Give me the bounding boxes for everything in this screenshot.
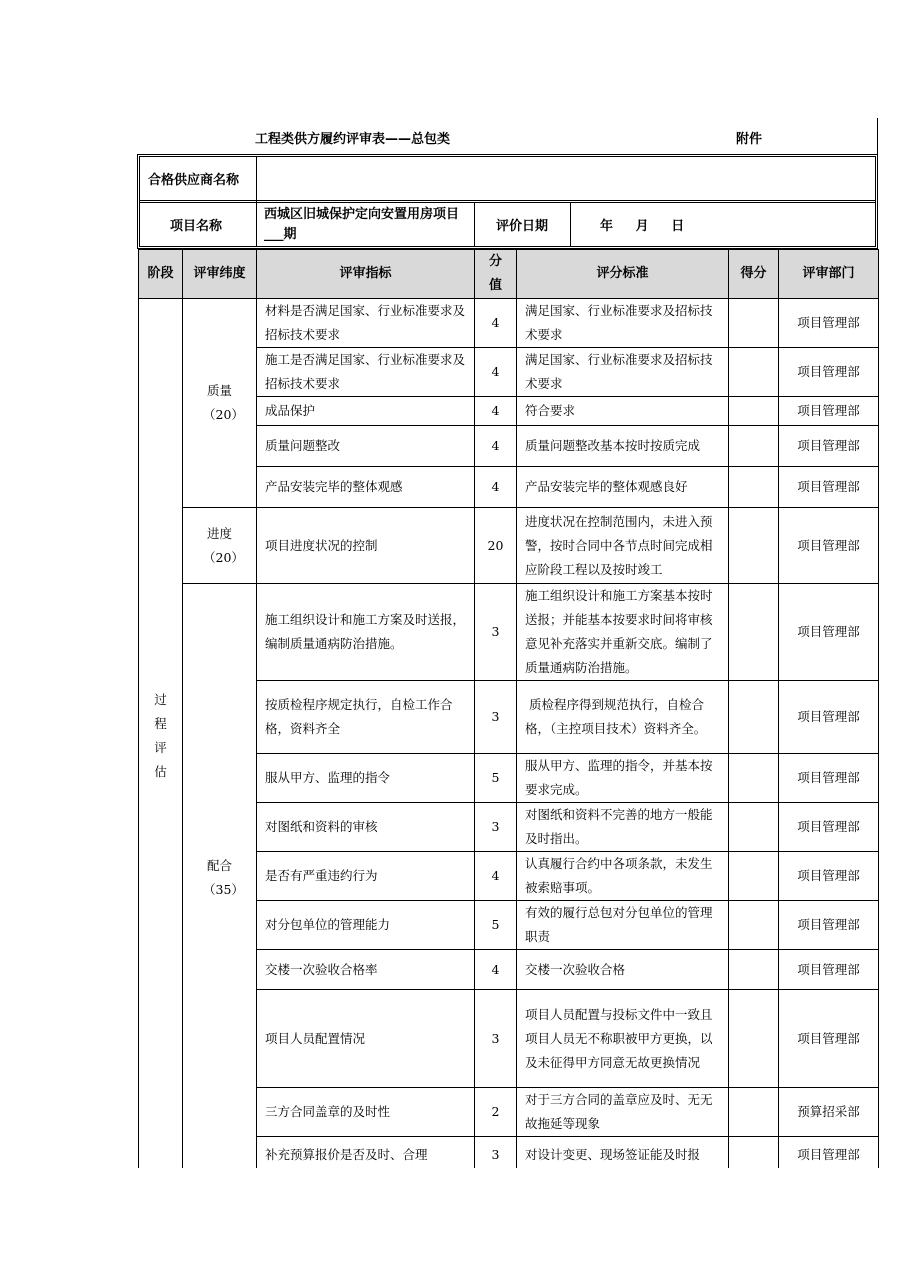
obtained-cell[interactable]	[729, 990, 779, 1088]
standard-cell: 服从甲方、监理的指令，并基本按要求完成。	[517, 754, 729, 803]
score-cell: 3	[475, 681, 517, 754]
standard-cell: 对图纸和资料不完善的地方一般能及时指出。	[517, 803, 729, 852]
evaluation-table	[138, 249, 879, 1173]
score-cell: 4	[475, 397, 517, 426]
score-cell: 3	[475, 1137, 517, 1173]
department-cell: 项目管理部	[779, 348, 879, 397]
table-row	[139, 584, 879, 681]
obtained-cell[interactable]	[729, 508, 779, 584]
standard-cell: 产品安装完毕的整体观感良好	[517, 467, 729, 508]
standard-cell: 对设计变更、现场签证能及时报	[517, 1137, 729, 1173]
indicator-cell: 成品保护	[257, 397, 475, 426]
obtained-cell[interactable]	[729, 950, 779, 990]
indicator-cell: 项目进度状况的控制	[257, 508, 475, 584]
obtained-cell[interactable]	[729, 397, 779, 426]
table-header-row	[139, 250, 879, 299]
indicator-cell: 服从甲方、监理的指令	[257, 754, 475, 803]
department-cell: 项目管理部	[779, 467, 879, 508]
department-cell: 项目管理部	[779, 990, 879, 1088]
department-cell: 项目管理部	[779, 803, 879, 852]
obtained-cell[interactable]	[729, 348, 779, 397]
stage-label: 过程评估	[154, 691, 167, 779]
document-title: 工程类供方履约评审表——总包类	[255, 132, 451, 147]
standard-cell: 符合要求	[517, 397, 729, 426]
obtained-cell[interactable]	[729, 803, 779, 852]
standard-cell: 项目人员配置与投标文件中一致且项目人员无不称职被甲方更换，以及未征得甲方同意无故更换情况	[517, 990, 729, 1088]
score-cell: 4	[475, 348, 517, 397]
stage-cell	[139, 299, 183, 1173]
obtained-cell[interactable]	[729, 681, 779, 754]
indicator-cell: 材料是否满足国家、行业标准要求及招标技术要求	[257, 299, 475, 348]
obtained-cell[interactable]	[729, 426, 779, 467]
standard-cell: 满足国家、行业标准要求及招标技术要求	[517, 348, 729, 397]
standard-cell: 进度状况在控制范围内，未进入预警，按时合同中各节点时间完成相应阶段工程以及按时竣工	[517, 508, 729, 584]
dimension-label: 配合（35）	[203, 858, 244, 897]
indicator-cell: 产品安装完毕的整体观感	[257, 467, 475, 508]
col-stage: 阶段	[139, 250, 183, 299]
score-cell: 3	[475, 803, 517, 852]
department-cell: 项目管理部	[779, 852, 879, 901]
header-block	[137, 154, 878, 249]
department-cell: 项目管理部	[779, 426, 879, 467]
score-cell: 20	[475, 508, 517, 584]
dimension-quality	[183, 299, 257, 508]
supplier-value[interactable]	[265, 157, 865, 200]
col-indicator: 评审指标	[257, 250, 475, 299]
date-value[interactable]: 年 月 日	[600, 219, 685, 234]
obtained-cell[interactable]	[729, 299, 779, 348]
dimension-label: 质量（20）	[203, 383, 244, 422]
indicator-cell: 按质检程序规定执行，自检工作合格，资料齐全	[257, 681, 475, 754]
attachment-label: 附件	[736, 132, 763, 147]
obtained-cell[interactable]	[729, 1088, 779, 1137]
score-cell: 4	[475, 426, 517, 467]
obtained-cell[interactable]	[729, 467, 779, 508]
obtained-cell[interactable]	[729, 852, 779, 901]
indicator-cell: 施工组织设计和施工方案及时送报，编制质量通病防治措施。	[257, 584, 475, 681]
department-cell: 项目管理部	[779, 950, 879, 990]
dimension-label: 进度（20）	[203, 525, 244, 565]
page-bottom-margin	[0, 1168, 909, 1286]
standard-cell: 质量问题整改基本按时按质完成	[517, 426, 729, 467]
score-cell: 4	[475, 950, 517, 990]
indicator-cell: 三方合同盖章的及时性	[257, 1088, 475, 1137]
table-row	[139, 299, 879, 348]
department-cell: 项目管理部	[779, 901, 879, 950]
department-cell: 项目管理部	[779, 299, 879, 348]
score-cell: 5	[475, 754, 517, 803]
standard-cell: 对于三方合同的盖章应及时、无无故拖延等现象	[517, 1088, 729, 1137]
score-cell: 3	[475, 990, 517, 1088]
standard-cell: 施工组织设计和施工方案基本按时送报；并能基本按要求时间将审核意见补充落实并重新交底。编制了质量通病防治措施。	[517, 584, 729, 681]
col-dimension: 评审纬度	[183, 250, 257, 299]
standard-cell: 交楼一次验收合格	[517, 950, 729, 990]
indicator-cell: 质量问题整改	[257, 426, 475, 467]
department-cell: 项目管理部	[779, 754, 879, 803]
obtained-cell[interactable]	[729, 584, 779, 681]
col-obtained: 得分	[729, 250, 779, 299]
department-cell: 项目管理部	[779, 584, 879, 681]
standard-cell: 认真履行合约中各项条款，未发生被索赔事项。	[517, 852, 729, 901]
col-department: 评审部门	[779, 250, 879, 299]
score-cell: 4	[475, 467, 517, 508]
score-cell: 5	[475, 901, 517, 950]
score-cell: 4	[475, 852, 517, 901]
indicator-cell: 施工是否满足国家、行业标准要求及招标技术要求	[257, 348, 475, 397]
col-score: 分值	[475, 250, 517, 299]
department-cell: 预算招采部	[779, 1088, 879, 1137]
obtained-cell[interactable]	[729, 754, 779, 803]
indicator-cell: 对分包单位的管理能力	[257, 901, 475, 950]
score-cell: 3	[475, 584, 517, 681]
indicator-cell: 补充预算报价是否及时、合理	[257, 1137, 475, 1173]
standard-cell: 质检程序得到规范执行，自检合格，（主控项目技术）资料齐全。	[517, 681, 729, 754]
col-standard: 评分标准	[517, 250, 729, 299]
dimension-progress	[183, 508, 257, 584]
project-value[interactable]: 西城区旧城保护定向安置用房项目___期	[264, 206, 460, 242]
department-cell: 项目管理部	[779, 508, 879, 584]
indicator-cell: 对图纸和资料的审核	[257, 803, 475, 852]
indicator-cell: 交楼一次验收合格率	[257, 950, 475, 990]
standard-cell: 有效的履行总包对分包单位的管理职责	[517, 901, 729, 950]
score-cell: 4	[475, 299, 517, 348]
standard-cell: 满足国家、行业标准要求及招标技术要求	[517, 299, 729, 348]
obtained-cell[interactable]	[729, 901, 779, 950]
indicator-cell: 项目人员配置情况	[257, 990, 475, 1088]
project-label: 项目名称	[170, 219, 223, 234]
indicator-cell: 是否有严重违约行为	[257, 852, 475, 901]
department-cell: 项目管理部	[779, 1137, 879, 1173]
table-row	[139, 508, 879, 584]
department-cell: 项目管理部	[779, 397, 879, 426]
page-edge-line	[877, 118, 878, 156]
score-cell: 2	[475, 1088, 517, 1137]
supplier-label: 合格供应商名称	[148, 173, 240, 188]
dimension-coop	[183, 584, 257, 1173]
date-label: 评价日期	[496, 219, 549, 234]
department-cell: 项目管理部	[779, 681, 879, 754]
